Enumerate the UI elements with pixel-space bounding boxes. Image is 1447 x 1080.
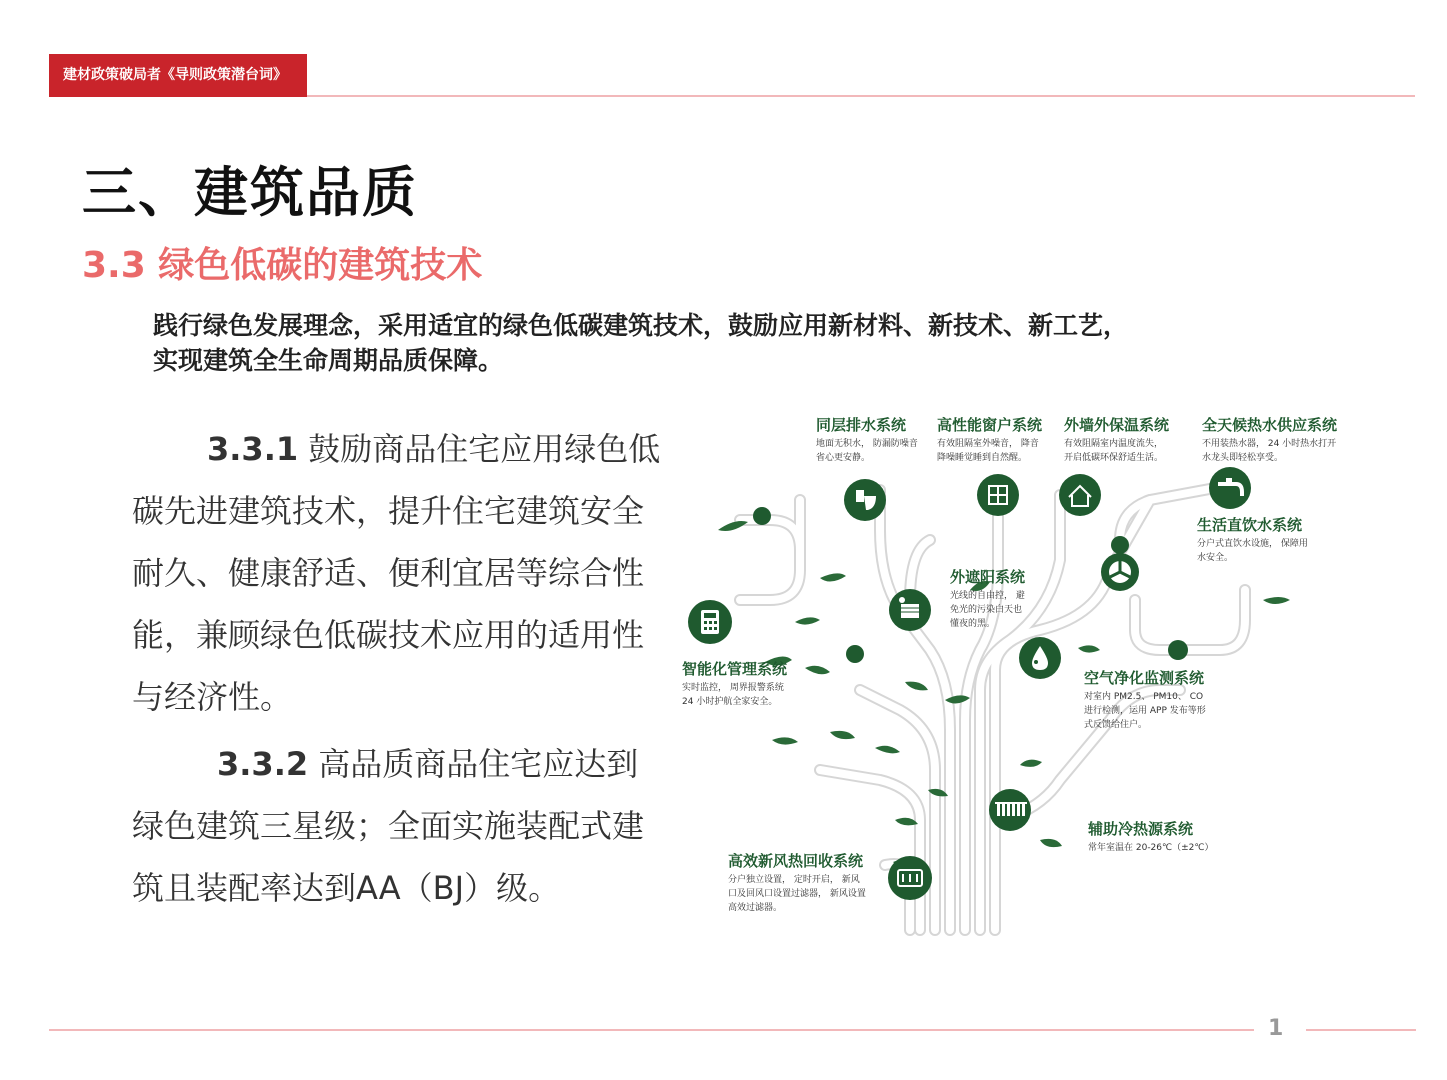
toilet-icon [844, 479, 886, 521]
faucet-icon [1209, 467, 1251, 509]
ventilation-icon [888, 856, 932, 900]
header-tag: 建材政策破局者《导则政策潜台词》 [49, 54, 307, 96]
green-building-tree-infographic [680, 400, 1380, 940]
water-drop-icon [1019, 637, 1061, 679]
window-icon [977, 474, 1019, 516]
header-divider [307, 95, 1415, 97]
section-number: 3.3.2 [217, 745, 309, 783]
system-label-2 [937, 416, 1042, 463]
footer-divider-right [1306, 1029, 1416, 1031]
system-label-9 [1087, 820, 1214, 853]
svg-text:常年室温在 20-26℃（±2℃）: 常年室温在 20-26℃（±2℃） [1088, 843, 1214, 853]
intro-line-2: 实现建筑全生命周期品质保障。 [153, 346, 504, 375]
house-icon [1059, 474, 1101, 516]
svg-text:外遮阳系统: 外遮阳系统 [950, 568, 1026, 586]
system-label-10 [728, 852, 866, 913]
svg-text:光线的自由控， 避: 光线的自由控， 避 [950, 591, 1025, 601]
section-number: 3.3.1 [207, 430, 299, 468]
svg-text:有效阻隔室外噪音， 降音: 有效阻隔室外噪音， 降音 [937, 439, 1039, 449]
svg-text:分户式直饮水设施， 保障用: 分户式直饮水设施， 保障用 [1197, 539, 1308, 549]
svg-text:实时监控， 周界报警系统: 实时监控， 周界报警系统 [682, 683, 784, 693]
intro-line-1: 践行绿色发展理念，采用适宜的绿色低碳建筑技术，鼓励应用新材料、新技术、新工艺， [153, 311, 1129, 340]
svg-text:免光的污染白天也: 免光的污染白天也 [950, 605, 1023, 615]
svg-text:省心更安静。: 省心更安静。 [816, 453, 871, 463]
radiator-icon [989, 789, 1031, 831]
svg-text:水龙头即轻松享受。: 水龙头即轻松享受。 [1202, 453, 1284, 463]
svg-text:有效阻隔室内温度流失，: 有效阻隔室内温度流失， [1064, 439, 1164, 449]
system-label-1 [816, 416, 918, 463]
fan-icon [1101, 553, 1139, 591]
svg-text:同层排水系统: 同层排水系统 [816, 416, 907, 434]
page-title: 三、建筑品质 [82, 161, 418, 224]
svg-text:全天候热水供应系统: 全天候热水供应系统 [1202, 416, 1338, 434]
svg-text:进行检测，运用 APP 发布等形: 进行检测，运用 APP 发布等形 [1084, 706, 1206, 716]
shade-icon [889, 589, 931, 631]
svg-text:高效过滤器。: 高效过滤器。 [728, 903, 783, 913]
system-label-7 [682, 660, 787, 707]
svg-text:外墙外保温系统: 外墙外保温系统 [1064, 416, 1170, 434]
section-subtitle: 3.3 绿色低碳的建筑技术 [82, 245, 483, 286]
section-text: 鼓励商品住宅应用绿色低碳先进建筑技术，提升住宅建筑安全耐久、健康舒适、便利宜居等综合性能，兼顾绿色低碳技术应用的适用性与经济性。 [132, 430, 661, 716]
system-label-4 [1202, 416, 1337, 463]
svg-text:高效新风热回收系统: 高效新风热回收系统 [728, 852, 864, 870]
intro-text [153, 308, 1353, 378]
svg-text:开启低碳环保舒适生活。: 开启低碳环保舒适生活。 [1064, 453, 1164, 463]
svg-text:空气净化监测系统: 空气净化监测系统 [1084, 669, 1205, 687]
svg-text:生活直饮水系统: 生活直饮水系统 [1197, 516, 1303, 534]
svg-text:懂夜的黑。: 懂夜的黑。 [950, 619, 996, 629]
system-label-5 [1197, 516, 1308, 563]
svg-text:智能化管理系统: 智能化管理系统 [682, 660, 788, 678]
svg-text:不用装热水器， 24 小时热水打开: 不用装热水器， 24 小时热水打开 [1202, 439, 1337, 449]
svg-text:式反馈给住户。: 式反馈给住户。 [1084, 720, 1148, 730]
system-label-6 [950, 568, 1025, 629]
svg-text:地面无积水， 防漏防噪音: 地面无积水， 防漏防噪音 [816, 439, 918, 449]
svg-text:水安全。: 水安全。 [1197, 553, 1234, 563]
svg-text:辅助冷热源系统: 辅助冷热源系统 [1088, 820, 1194, 838]
section-3-3-2 [132, 733, 662, 919]
svg-text:降噪睡觉睡到自然醒。: 降噪睡觉睡到自然醒。 [937, 453, 1028, 463]
calculator-icon [688, 600, 732, 644]
svg-text:对室内 PM2.5、 PM10、 CO: 对室内 PM2.5、 PM10、 CO [1084, 692, 1204, 702]
header-tag-underline [49, 95, 307, 97]
svg-text:高性能窗户系统: 高性能窗户系统 [937, 416, 1043, 434]
svg-text:24 小时护航全家安全。: 24 小时护航全家安全。 [682, 697, 778, 707]
page-number: 1 [1268, 1016, 1284, 1041]
svg-text:分户独立设置， 定时开启， 新风: 分户独立设置， 定时开启， 新风 [728, 875, 860, 885]
section-3-3-1 [132, 418, 662, 728]
footer-divider-left [49, 1029, 1254, 1031]
system-label-3 [1064, 416, 1169, 463]
section-text: 高品质商品住宅应达到绿色建筑三星级；全面实施装配式建筑且装配率达到AA（BJ）级。 [132, 745, 645, 907]
system-label-8 [1084, 669, 1206, 730]
svg-text:口及回风口设置过滤器， 新风设置: 口及回风口设置过滤器， 新风设置 [728, 889, 866, 899]
